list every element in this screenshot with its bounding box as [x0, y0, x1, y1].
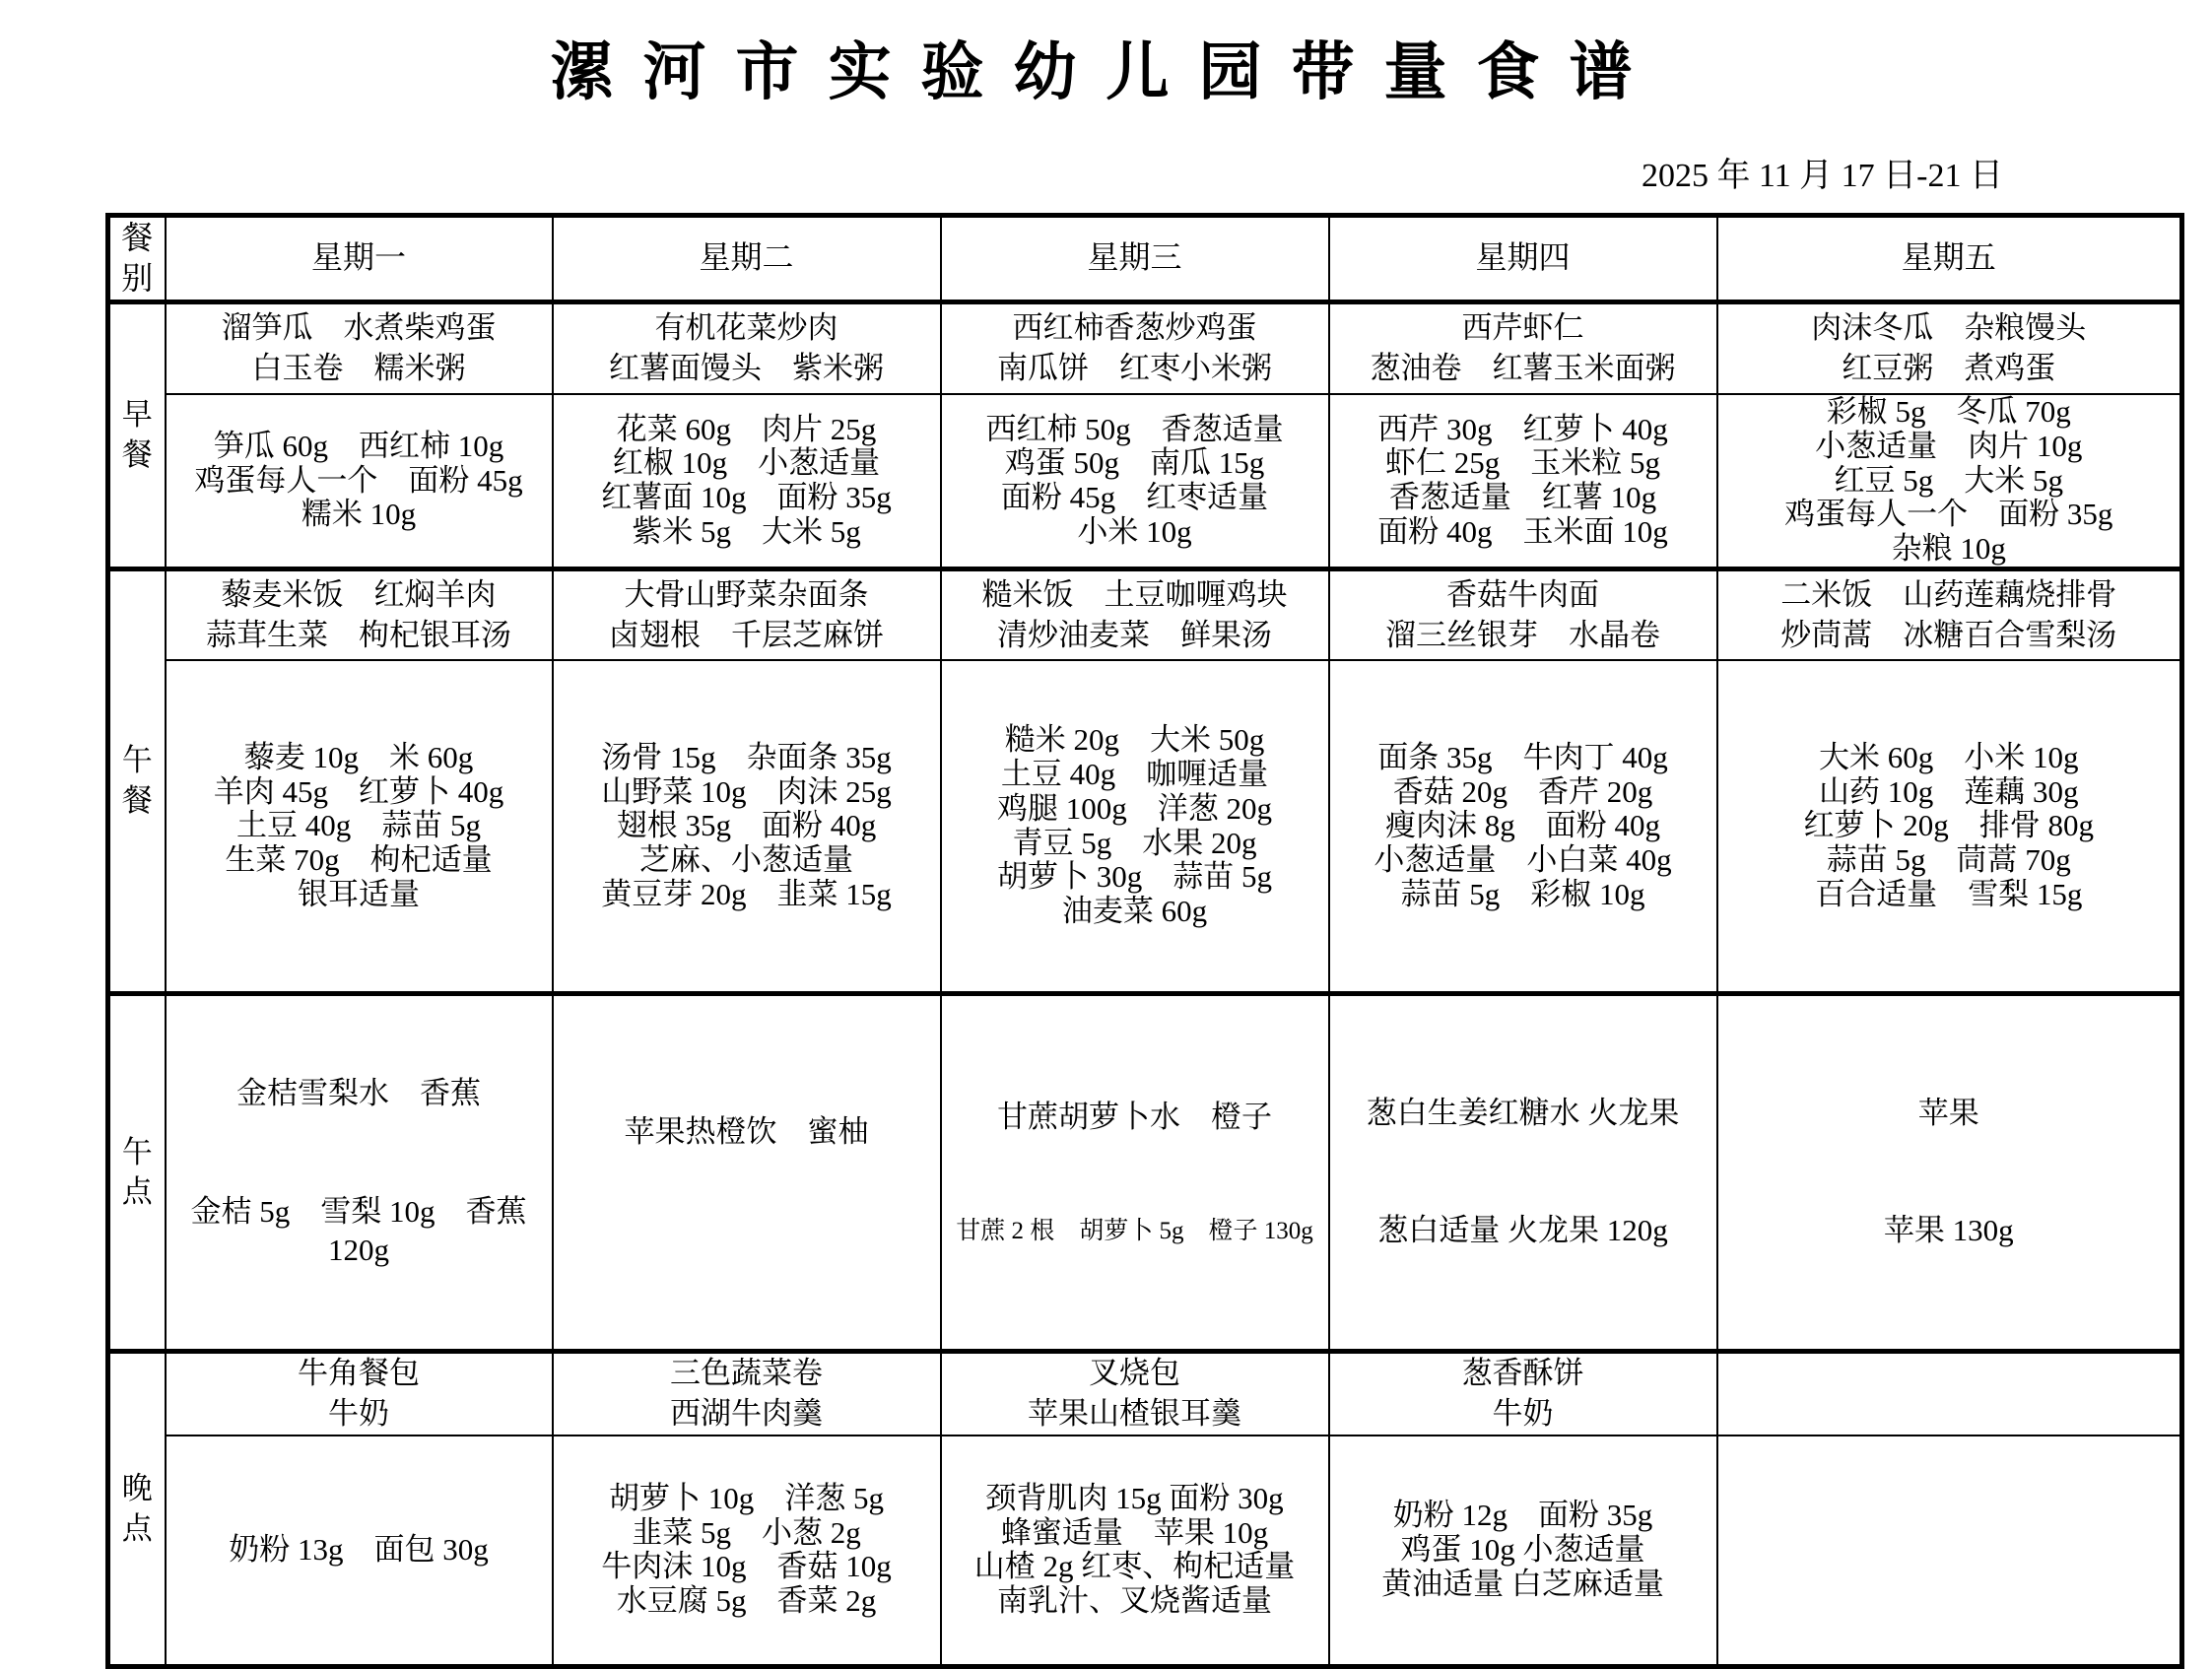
evening-qty-monday: 奶粉 13g 面包 30g — [166, 1435, 553, 1667]
afternoon-qty-wednesday: 甘蔗 2 根 胡萝卜 5g 橙子 130g — [956, 1217, 1313, 1244]
evening-qty-wednesday: 颈背肌肉 15g 面粉 30g 蜂蜜适量 苹果 10g 山楂 2g 红枣、枸杞适量 南乳汁、叉烧酱适量 — [941, 1435, 1329, 1667]
breakfast-dishes-tuesday: 有机花菜炒肉 红薯面馒头 紫米粥 — [553, 301, 941, 394]
breakfast-qty-thursday: 西芹 30g 红萝卜 40g 虾仁 25g 玉米粒 5g 香葱适量 红薯 10g 面粉 40g 玉米面 10g — [1329, 394, 1717, 568]
breakfast-dishes-monday: 溜笋瓜 水煮柴鸡蛋 白玉卷 糯米粥 — [166, 301, 553, 394]
breakfast-dishes-wednesday: 西红柿香葱炒鸡蛋 南瓜饼 红枣小米粥 — [941, 301, 1329, 394]
header-day-thursday: 星期四 — [1329, 215, 1717, 301]
afternoon-cell-thursday — [1329, 993, 1717, 1351]
evening-dishes-tuesday: 三色蔬菜卷 西湖牛肉羹 — [553, 1351, 941, 1435]
afternoon-qty-friday: 苹果 130g — [1883, 1213, 2014, 1248]
afternoon-dish-tuesday: 苹果热橙饮 蜜柚 — [624, 1114, 869, 1150]
evening-dishes-thursday: 葱香酥饼 牛奶 — [1329, 1351, 1717, 1435]
label-breakfast: 早 餐 — [108, 301, 166, 568]
breakfast-dishes-thursday: 西芹虾仁 葱油卷 红薯玉米面粥 — [1329, 301, 1717, 394]
header-category-cell: 餐 别 — [108, 215, 166, 301]
lunch-dishes-monday: 藜麦米饭 红焖羊肉 蒜茸生菜 枸杞银耳汤 — [166, 568, 553, 660]
afternoon-dish-wednesday: 甘蔗胡萝卜水 橙子 — [997, 1099, 1272, 1134]
lunch-dishes-wednesday: 糙米饭 土豆咖喱鸡块 清炒油麦菜 鲜果汤 — [941, 568, 1329, 660]
lunch-qty-tuesday: 汤骨 15g 杂面条 35g 山野菜 10g 肉沫 25g 翅根 35g 面粉 40g 芝麻、小葱适量 黄豆芽 20g 韭菜 15g — [553, 660, 941, 993]
header-day-tuesday: 星期二 — [553, 215, 941, 301]
evening-dishes-wednesday: 叉烧包 苹果山楂银耳羹 — [941, 1351, 1329, 1435]
afternoon-cell-friday — [1717, 993, 2182, 1351]
afternoon-qty-monday: 金桔 5g 雪梨 10g 香蕉 120g — [190, 1193, 535, 1267]
menu-table — [105, 213, 2184, 1669]
breakfast-qty-monday: 笋瓜 60g 西红柿 10g 鸡蛋每人一个 面粉 45g 糯米 10g — [166, 394, 553, 568]
evening-dishes-monday: 牛角餐包 牛奶 — [166, 1351, 553, 1435]
afternoon-dish-friday: 苹果 — [1917, 1095, 1979, 1130]
header-day-friday: 星期五 — [1717, 215, 2182, 301]
date-range: 2025 年 11 月 17 日-21 日 — [1641, 157, 2003, 194]
header-day-wednesday: 星期三 — [941, 215, 1329, 301]
lunch-qty-wednesday: 糙米 20g 大米 50g 土豆 40g 咖喱适量 鸡腿 100g 洋葱 20g 青豆 5g 水果 20g 胡萝卜 30g 蒜苗 5g 油麦菜 60g — [941, 660, 1329, 993]
evening-qty-thursday: 奶粉 12g 面粉 35g 鸡蛋 10g 小葱适量 黄油适量 白芝麻适量 — [1329, 1435, 1717, 1667]
lunch-qty-friday: 大米 60g 小米 10g 山药 10g 莲藕 30g 红萝卜 20g 排骨 80g 蒜苗 5g 茼蒿 70g 百合适量 雪梨 15g — [1717, 660, 2182, 993]
breakfast-dishes-friday: 肉沫冬瓜 杂粮馒头 红豆粥 煮鸡蛋 — [1717, 301, 2182, 394]
afternoon-dish-monday: 金桔雪梨水 香蕉 — [236, 1076, 481, 1111]
label-afternoon-snack: 午 点 — [108, 993, 166, 1351]
label-lunch: 午 餐 — [108, 568, 166, 993]
lunch-dishes-friday: 二米饭 山药莲藕烧排骨 炒茼蒿 冰糖百合雪梨汤 — [1717, 568, 2182, 660]
afternoon-cell-monday — [166, 993, 553, 1351]
afternoon-qty-thursday: 葱白适量 火龙果 120g — [1377, 1213, 1668, 1248]
breakfast-qty-friday: 彩椒 5g 冬瓜 70g 小葱适量 肉片 10g 红豆 5g 大米 5g 鸡蛋每人一个 面粉 35g 杂粮 10g — [1717, 394, 2182, 568]
breakfast-qty-tuesday: 花菜 60g 肉片 25g 红椒 10g 小葱适量 红薯面 10g 面粉 35g 紫米 5g 大米 5g — [553, 394, 941, 568]
header-day-monday: 星期一 — [166, 215, 553, 301]
label-evening-snack: 晚 点 — [108, 1351, 166, 1666]
lunch-dishes-thursday: 香菇牛肉面 溜三丝银芽 水晶卷 — [1329, 568, 1717, 660]
lunch-dishes-tuesday: 大骨山野菜杂面条 卤翅根 千层芝麻饼 — [553, 568, 941, 660]
afternoon-cell-wednesday — [941, 993, 1329, 1351]
evening-qty-tuesday: 胡萝卜 10g 洋葱 5g 韭菜 5g 小葱 2g 牛肉沫 10g 香菇 10g 水豆腐 5g 香菜 2g — [553, 1435, 941, 1667]
lunch-qty-thursday: 面条 35g 牛肉丁 40g 香菇 20g 香芹 20g 瘦肉沫 8g 面粉 40g 小葱适量 小白菜 40g 蒜苗 5g 彩椒 10g — [1329, 660, 1717, 993]
lunch-qty-monday: 藜麦 10g 米 60g 羊肉 45g 红萝卜 40g 土豆 40g 蒜苗 5g 生菜 70g 枸杞适量 银耳适量 — [166, 660, 553, 993]
evening-dishes-friday — [1717, 1351, 2182, 1435]
evening-qty-friday — [1717, 1435, 2182, 1667]
breakfast-qty-wednesday: 西红柿 50g 香葱适量 鸡蛋 50g 南瓜 15g 面粉 45g 红枣适量 小米 10g — [941, 394, 1329, 568]
afternoon-cell-tuesday — [553, 993, 941, 1351]
afternoon-dish-thursday: 葱白生姜红糖水 火龙果 — [1366, 1095, 1680, 1130]
page-title: 漯河市实验幼儿园带量食谱 — [550, 37, 1662, 107]
